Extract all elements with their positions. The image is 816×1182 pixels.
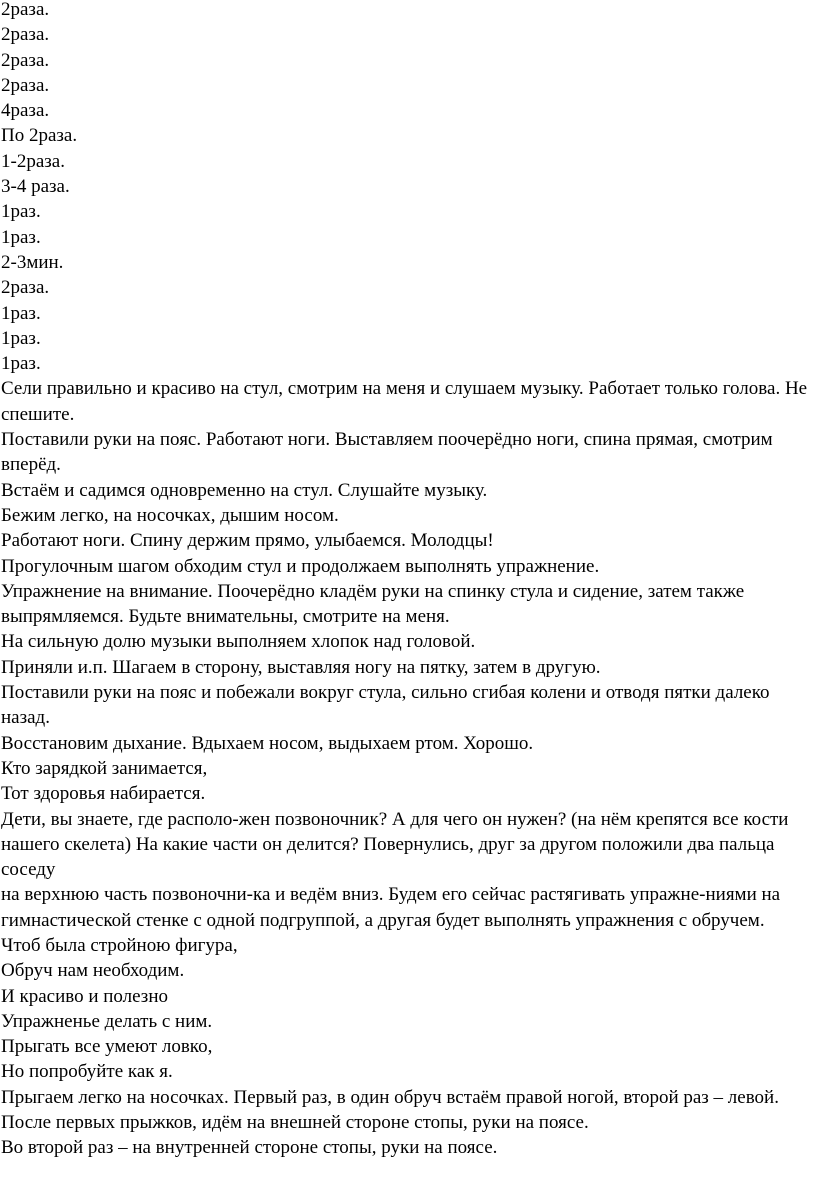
repetition-line-12: 2раза. bbox=[1, 277, 50, 299]
instruction-paragraph-7: Упражнение на внимание. Поочерёдно кладём руки на спинку стула и сидение, затем также выпрямляемся. Будьте внимательны, смотрите на меня. bbox=[1, 580, 745, 628]
repetition-line-9: 1раз. bbox=[1, 201, 41, 223]
instruction-paragraph-5: Работают ноги. Спину держим прямо, улыбаемся. Молодцы! bbox=[1, 530, 494, 552]
instruction-paragraph-1: Сели правильно и красиво на стул, смотрим на меня и слушаем музыку. Работает только голова. Не спешите. bbox=[1, 378, 808, 425]
repetition-line-5: 4раза. bbox=[1, 100, 50, 122]
poem-line-2: Тот здоровья набирается. bbox=[1, 783, 206, 805]
repetition-line-14: 1раз. bbox=[1, 327, 41, 349]
repetition-line-6: По 2раза. bbox=[1, 125, 78, 147]
instruction-paragraph-10: Поставили руки на пояс и побежали вокруг стула, сильно сгибая колени и отводя пятки далеко назад. bbox=[1, 682, 770, 729]
poem-line-4: Обруч нам необходим. bbox=[1, 960, 185, 982]
instruction-paragraph-8: На сильную долю музыки выполняем хлопок над головой. bbox=[1, 631, 476, 653]
document-body bbox=[1, 0, 813, 1161]
poem-line-8: Но попробуйте как я. bbox=[1, 1061, 173, 1083]
repetition-line-1: 2раза. bbox=[1, 0, 50, 20]
poem-line-7: Прыгать все умеют ловко, bbox=[1, 1036, 213, 1058]
poem-line-3: Чтоб была стройною фигура, bbox=[1, 934, 238, 956]
repetition-line-4: 2раза. bbox=[1, 74, 50, 96]
poem-line-1: Кто зарядкой занимается, bbox=[1, 757, 208, 779]
poem-line-6: Упражненье делать с ним. bbox=[1, 1010, 213, 1032]
repetition-line-13: 1раз. bbox=[1, 302, 41, 324]
repetition-line-7: 1-2раза. bbox=[1, 150, 65, 172]
repetition-line-15: 1раз. bbox=[1, 353, 41, 375]
instruction-paragraph-4: Бежим легко, на носочках, дышим носом. bbox=[1, 504, 339, 526]
repetition-line-8: 3-4 раза. bbox=[1, 176, 70, 198]
repetition-line-2: 2раза. bbox=[1, 24, 50, 46]
poem-line-5: И красиво и полезно bbox=[1, 985, 168, 1007]
repetition-line-3: 2раза. bbox=[1, 49, 50, 71]
repetition-line-10: 1раз. bbox=[1, 226, 41, 248]
repetition-line-11: 2-3мин. bbox=[1, 251, 64, 273]
instruction-paragraph-2: Поставили руки на пояс. Работают ноги. Выставляем поочерёдно ноги, спина прямая, смотрим вперёд. bbox=[1, 429, 773, 476]
instruction-paragraph-9: Приняли и.п. Шагаем в сторону, выставляя ногу на пятку, затем в другую. bbox=[1, 656, 601, 678]
instruction-paragraph-11: Восстановим дыхание. Вдыхаем носом, выдыхаем ртом. Хорошо. bbox=[1, 732, 534, 754]
instruction-paragraph-3: Встаём и садимся одновременно на стул. Слушайте музыку. bbox=[1, 479, 488, 501]
instruction-paragraph-6: Прогулочным шагом обходим стул и продолжаем выполнять упражнение. bbox=[1, 555, 600, 577]
instruction-paragraph-15: Во второй раз – на внутренней стороне стопы, руки на поясе. bbox=[1, 1137, 498, 1159]
instruction-paragraph-13: на верхнюю часть позвоночни-ка и ведём вниз. Будем его сейчас растягивать упражне-ниями на гимнастической стенке с одной подгруппой, а другая будет выполнять упражнения с обручем. bbox=[1, 884, 781, 931]
instruction-paragraph-12: Дети, вы знаете, где располо-жен позвоночник? А для чего он нужен? (на нём крепятся все кости нашего скелета) На какие части он делится? Повернулись, друг за другом положили два пальца соседу bbox=[1, 808, 789, 881]
instruction-paragraph-14: Прыгаем легко на носочках. Первый раз, в один обруч встаём правой ногой, второй раз – левой. После первых прыжков, идём на внешней стороне стопы, руки на поясе. bbox=[1, 1086, 779, 1134]
